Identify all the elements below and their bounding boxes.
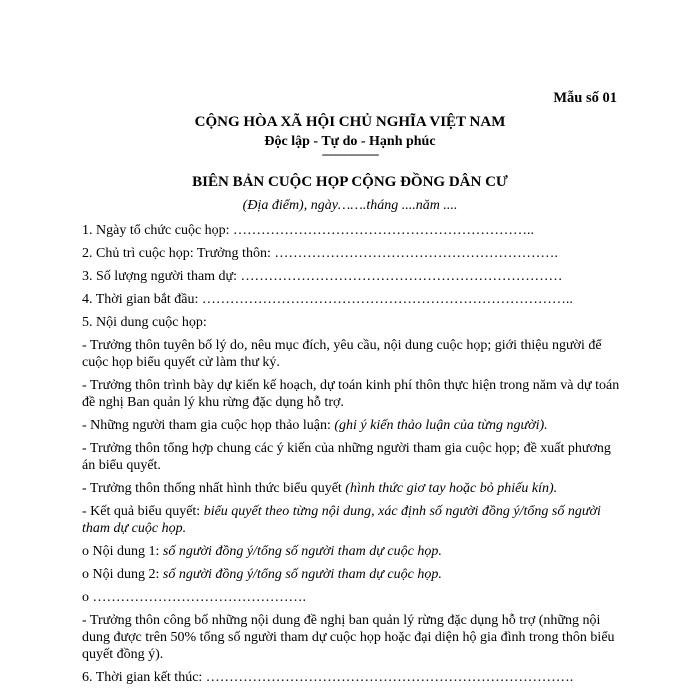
country-name: CỘNG HÒA XÃ HỘI CHỦ NGHĨA VIỆT NAM <box>194 114 506 130</box>
bullet-summary: - Trưởng thôn tổng hợp chung các ý kiến của những người tham gia cuộc họp; đề xuất phương án biểu quyết. <box>82 441 611 473</box>
bullet-voting-method <box>82 480 620 497</box>
item-meeting-date: 1. Ngày tổ chức cuộc họp: ……………………………………………………….. <box>82 223 535 238</box>
item-meeting-content: 5. Nội dung cuộc họp: <box>82 315 207 330</box>
national-motto: Độc lập - Tự do - Hạnh phúc <box>264 134 436 149</box>
item-attendee-count: 3. Số lượng người tham dự: …………………………………………………………… <box>82 269 563 284</box>
bullet-discussion-note: (ghi ý kiến thảo luận của từng người). <box>334 418 548 433</box>
item-end-time: 6. Thời gian kết thúc: ……………………………………………………………………. <box>82 670 574 685</box>
sub-item-content-2-text: o Nội dung 2: <box>82 567 163 582</box>
item-start-time: 4. Thời gian bắt đầu: …………………………………………………………………….. <box>82 292 573 307</box>
document-body <box>82 222 620 692</box>
bullet-voting-result-text: - Kết quả biểu quyết: <box>82 504 204 519</box>
bullet-plan-presentation: - Trưởng thôn trình bày dự kiến kế hoạch, dự toán kinh phí thôn thực hiện trong năm và dự toán đề nghị Ban quản lý khu rừng đặc dụng hỗ trợ. <box>82 378 620 410</box>
sub-item-content-2 <box>82 566 620 583</box>
bullet-announcement: - Trưởng thôn công bố những nội dung đề nghị ban quản lý rừng đặc dụng hỗ trợ (những nội dung được trên 50% tổng số người tham dự cuộc họp hoặc đại diện hộ gia đình trong thôn biểu quyết đồng ý). <box>82 613 615 662</box>
item-chair: 2. Chủ trì cuộc họp: Trưởng thôn: ……………………………………………………. <box>82 246 558 261</box>
bullet-opening: - Trưởng thôn tuyên bố lý do, nêu mục đích, yêu cầu, nội dung cuộc họp; giới thiệu người để cuộc họp biểu quyết cử làm thư ký. <box>82 338 602 370</box>
form-number: Mẫu số 01 <box>553 90 617 106</box>
place-date-line: (Địa điểm), ngày…….tháng ....năm .... <box>242 198 458 213</box>
bullet-voting-method-note: (hình thức giơ tay hoặc bỏ phiếu kín). <box>345 481 558 496</box>
bullet-discussion-text: - Những người tham gia cuộc họp thảo luận: <box>82 418 335 433</box>
bullet-voting-result <box>82 503 620 537</box>
sub-item-content-1 <box>82 543 620 560</box>
document-title: BIÊN BẢN CUỘC HỌP CỘNG ĐỒNG DÂN CƯ <box>192 174 508 190</box>
bullet-voting-result-note: biểu quyết theo từng nội dung, xác định số người đồng ý/tổng số người tham dự cuộc họp. <box>82 504 601 536</box>
bullet-voting-method-text: - Trưởng thôn thống nhất hình thức biểu quyết <box>82 481 346 496</box>
sub-item-content-2-note: số người đồng ý/tổng số người tham dự cuộc họp. <box>162 567 442 582</box>
header-separator: ----------------- <box>321 146 379 161</box>
sub-item-more: o ………………………………………. <box>82 590 306 605</box>
sub-item-content-1-note: số người đồng ý/tổng số người tham dự cuộc họp. <box>162 544 442 559</box>
bullet-discussion <box>82 417 620 434</box>
sub-item-content-1-text: o Nội dung 1: <box>82 544 163 559</box>
